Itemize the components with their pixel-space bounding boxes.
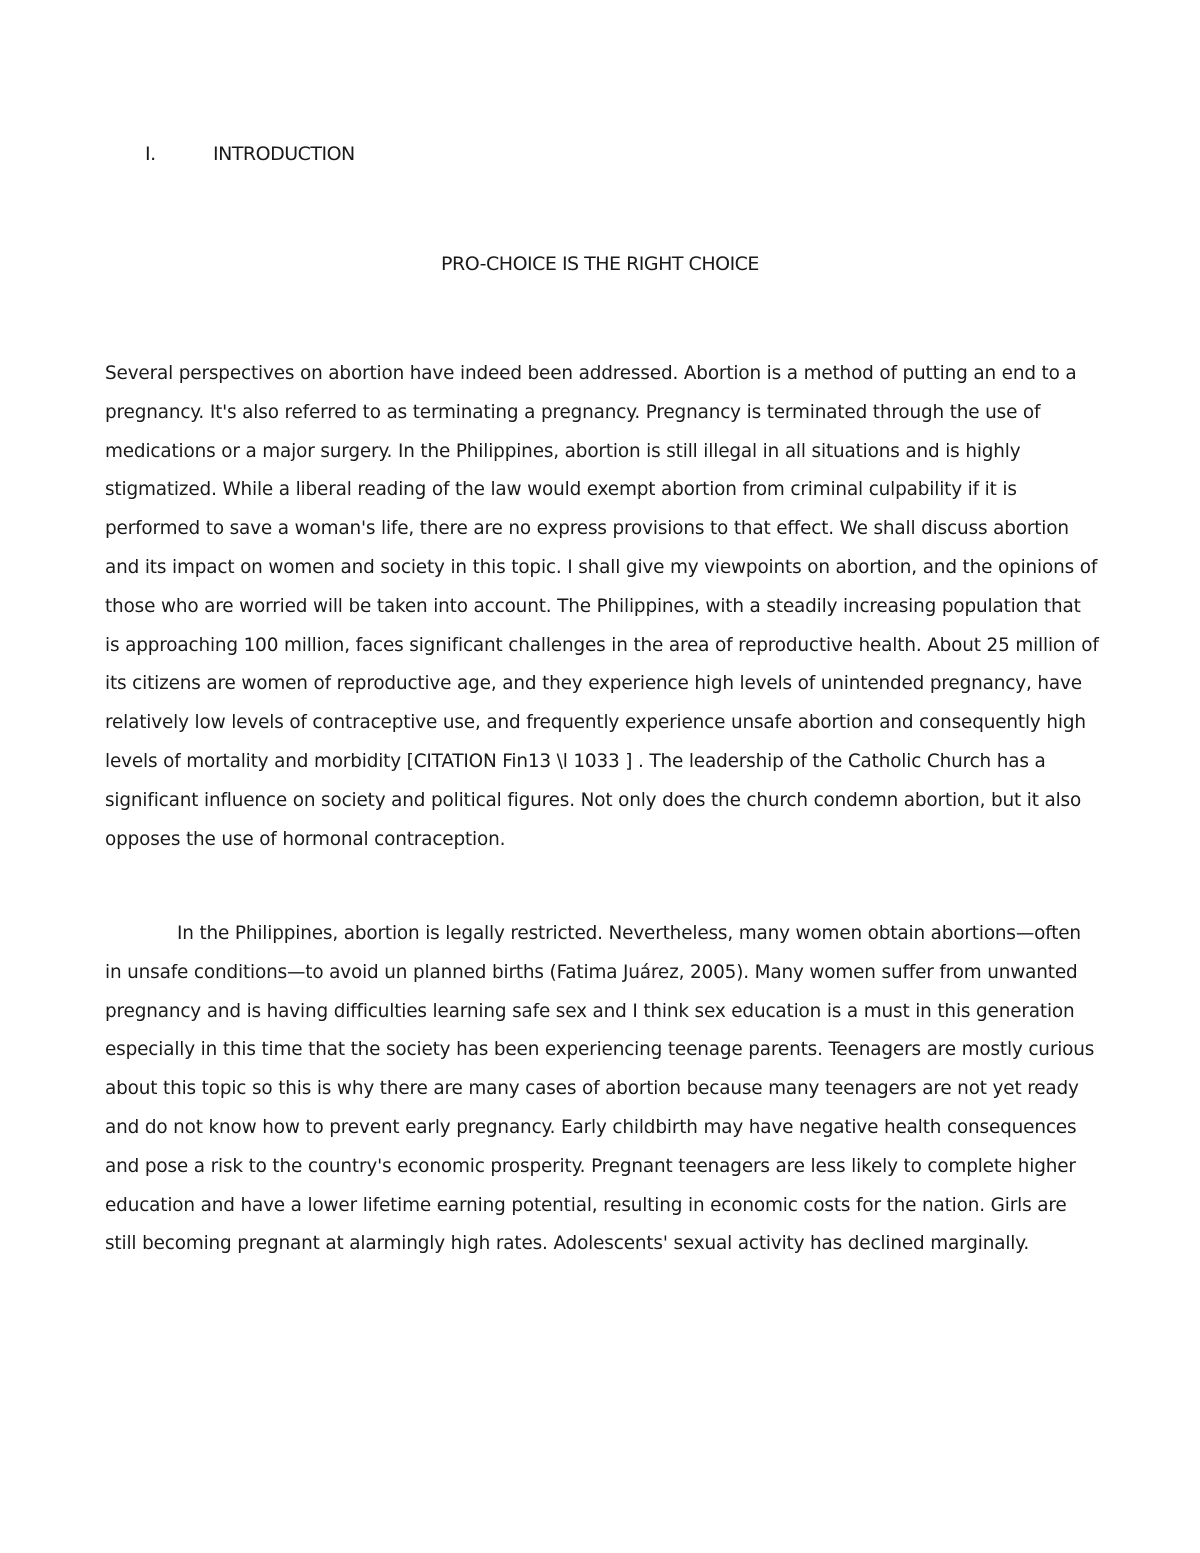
section-title: INTRODUCTION (213, 143, 355, 165)
paragraph-1: Several perspectives on abortion have indeed been addressed. Abortion is a method of putting an end to a pregnancy. It's also referred to as terminating a pregnancy. Pregnancy is terminated through the use of medications or a major surgery. In the Philippines, abortion is still illegal in all situations and is highly stigmatized. While a liberal reading of the law would exempt abortion from criminal culpability if it is performed to save a woman's life, there are no express provisions to that effect. We shall discuss abortion and its impact on women and society in this topic. I shall give my viewpoints on abortion, and the opinions of those who are worried will be taken into account. The Philippines, with a steadily increasing population that is approaching 100 million, faces significant challenges in the area of reproductive health. About 25 million of its citizens are women of reproductive age, and they experience high levels of unintended pregnancy, have relatively low levels of contraceptive use, and frequently experience unsafe abortion and consequently high levels of mortality and morbidity [CITATION Fin13 \l 1033 ] . The leadership of the Catholic Church has a significant influence on society and political figures. Not only does the church condemn abortion, but it also opposes the use of hormonal contraception. (105, 363, 1099, 850)
document-title: PRO-CHOICE IS THE RIGHT CHOICE (441, 253, 759, 275)
paragraph-2: In the Philippines, abortion is legally restricted. Nevertheless, many women obtain abortions—often in unsafe conditions—to avoid un planned births (Fatima Juárez, 2005). Many women suffer from unwanted pregnancy and is having difficulties learning safe sex and I think sex education is a must in this generation especially in this time that the society has been experiencing teenage parents. Teenagers are mostly curious about this topic so this is why there are many cases of abortion because many teenagers are not yet ready and do not know how to prevent early pregnancy. Early childbirth may have negative health consequences and pose a risk to the country's economic prosperity. Pregnant teenagers are less likely to complete higher education and have a lower lifetime earning potential, resulting in economic costs for the nation. Girls are still becoming pregnant at alarmingly high rates. Adolescents' sexual activity has declined marginally. (105, 923, 1095, 1255)
section-heading (145, 143, 355, 165)
section-number: I. (145, 143, 156, 165)
